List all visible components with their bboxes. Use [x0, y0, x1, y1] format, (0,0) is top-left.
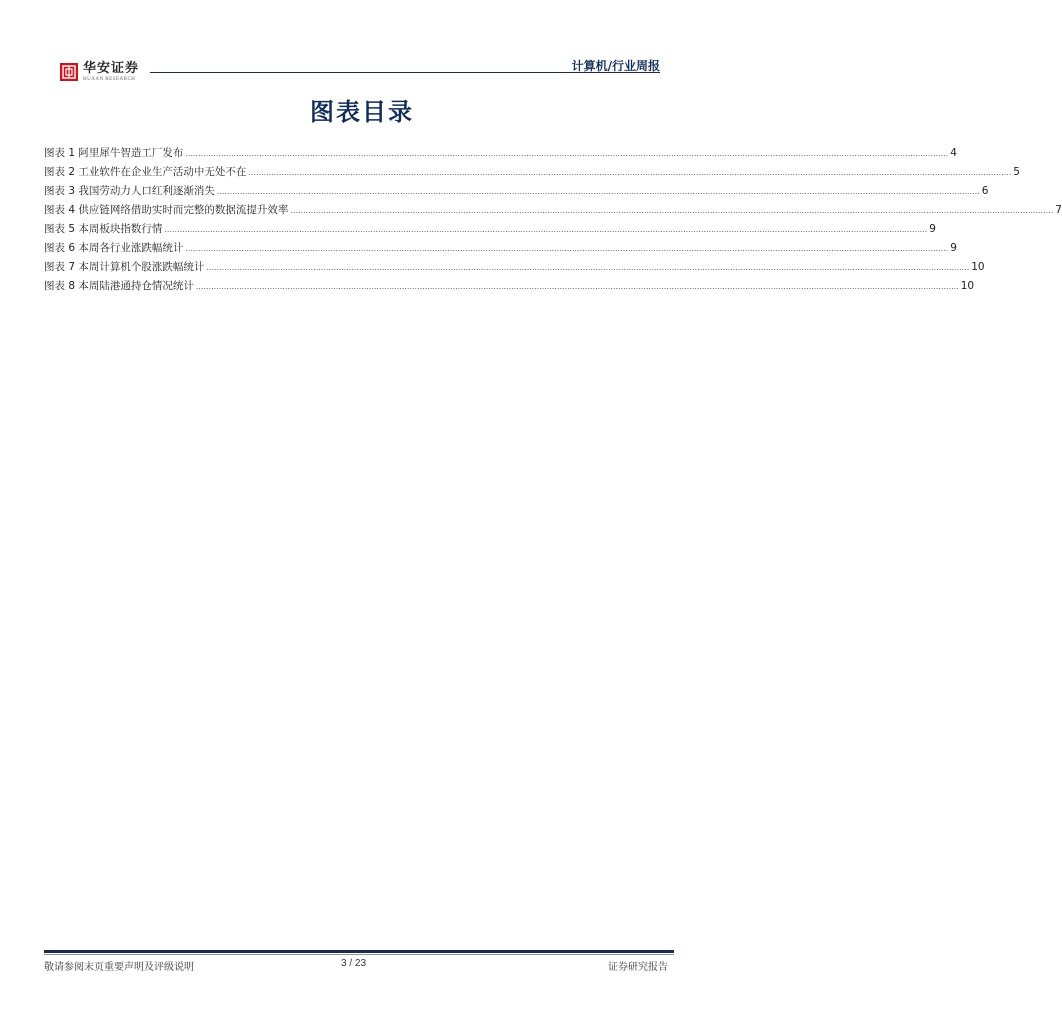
toc-dot-leader: ............................................................................................................................................................................................................................................................................................................ [195, 282, 959, 291]
toc-entry-page[interactable]: 10 [960, 280, 975, 292]
page-title: 图表目录 [310, 97, 414, 126]
toc-dot-leader: ............................................................................................................................................................................................................................................................................................................ [185, 149, 949, 158]
toc-entry-label[interactable]: 图表 7 本周计算机个股涨跌幅统计 [44, 261, 205, 273]
logo-chinese-name: 华安证券 [83, 61, 140, 76]
toc-dot-leader: ............................................................................................................................................................................................................................................................................................................ [164, 225, 928, 234]
toc-entry-label[interactable]: 图表 4 供应链网络借助实时而完整的数据流提升效率 [44, 204, 289, 216]
toc-entry-page[interactable]: 4 [950, 147, 957, 159]
page-number: 3 / 23 [341, 958, 367, 969]
page-footer [44, 958, 674, 974]
toc-entry-page[interactable]: 7 [1055, 204, 1062, 216]
logo-english-name: HUAAN RESEARCH [83, 77, 136, 82]
toc-entry[interactable] [44, 164, 1020, 183]
toc-entry[interactable] [44, 145, 957, 164]
page-header [0, 0, 724, 90]
company-logo [60, 62, 139, 82]
toc-dot-leader: ............................................................................................................................................................................................................................................................................................................ [206, 263, 970, 272]
toc-entry-page[interactable]: 10 [971, 261, 985, 273]
toc-entry-label[interactable]: 图表 2 工业软件在企业生产活动中无处不在 [44, 166, 247, 178]
report-category: 计算机/行业周报 [571, 59, 660, 73]
toc-entry-page[interactable]: 6 [981, 185, 989, 197]
toc-entry-label[interactable]: 图表 6 本周各行业涨跌幅统计 [44, 242, 184, 254]
toc-dot-leader: ............................................................................................................................................................................................................................................................................................................ [216, 187, 980, 196]
toc-entry[interactable] [44, 202, 1062, 221]
toc-entry-page[interactable]: 9 [950, 242, 957, 254]
toc-dot-leader: ............................................................................................................................................................................................................................................................................................................ [248, 168, 1012, 177]
toc-entry-page[interactable]: 9 [929, 223, 936, 235]
logo-mark-icon [60, 63, 78, 81]
toc-entry[interactable] [44, 183, 989, 202]
toc-entry[interactable] [44, 240, 957, 259]
toc-dot-leader: ............................................................................................................................................................................................................................................................................................................ [290, 206, 1054, 215]
toc-entry-page[interactable]: 5 [1013, 166, 1020, 178]
toc-entry-label[interactable]: 图表 1 阿里犀牛智造工厂发布 [44, 147, 184, 159]
toc-entry[interactable] [44, 221, 936, 240]
figure-table-of-contents [44, 145, 1062, 297]
toc-entry-label[interactable]: 图表 3 我国劳动力人口红利逐渐消失 [44, 185, 215, 197]
toc-entry-label[interactable]: 图表 5 本周板块指数行情 [44, 223, 163, 235]
toc-dot-leader: ............................................................................................................................................................................................................................................................................................................ [185, 244, 949, 253]
toc-entry[interactable] [44, 259, 985, 278]
footer-disclaimer: 敬请参阅末页重要声明及评级说明 [44, 962, 194, 973]
footer-divider-thin [44, 954, 674, 955]
footer-divider [44, 950, 674, 953]
toc-entry[interactable] [44, 278, 975, 297]
report-type: 证券研究报告 [608, 962, 668, 973]
toc-entry-label[interactable]: 图表 8 本周陆港通持仓情况统计 [44, 280, 194, 292]
